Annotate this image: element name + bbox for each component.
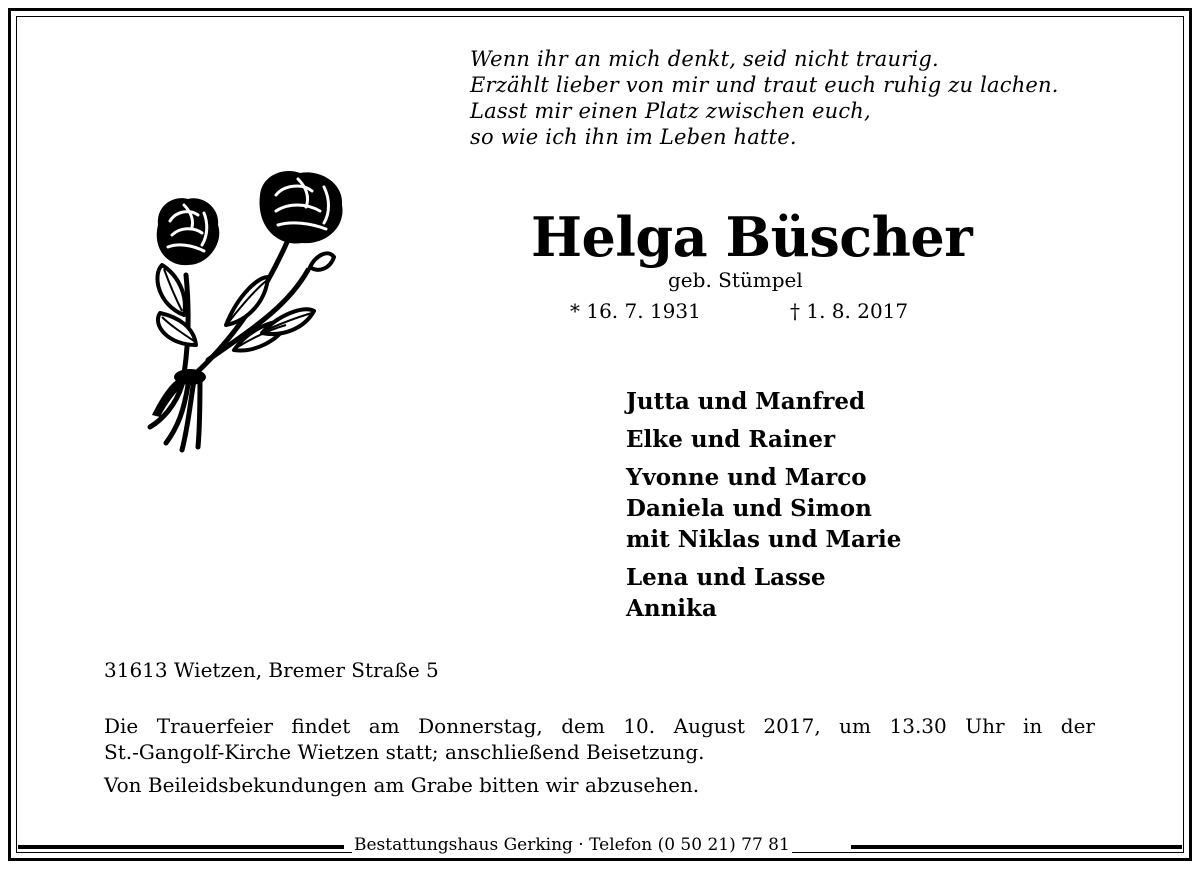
- address: 31613 Wietzen, Bremer Straße 5: [104, 658, 439, 682]
- mourner-name: Jutta und Manfred: [626, 388, 866, 415]
- mourner-name: mit Niklas und Marie: [626, 526, 902, 553]
- mourner-name: Elke und Rainer: [626, 426, 836, 453]
- mourner-group: [626, 424, 901, 455]
- mourner-group: [626, 562, 901, 624]
- funeral-service-notice: [104, 713, 1095, 765]
- mourner-name: Daniela und Simon: [626, 495, 872, 522]
- mourner-name: Yvonne und Marco: [626, 464, 867, 491]
- deceased-name: Helga Büscher: [531, 205, 973, 269]
- rose-bouquet-icon: [138, 165, 368, 455]
- mourner-name: Annika: [626, 595, 717, 622]
- service-line: St.-Gangolf-Kirche Wietzen statt; anschließend Beisetzung.: [104, 740, 705, 764]
- poem-line: Lasst mir einen Platz zwischen euch,: [470, 99, 871, 123]
- poem: [470, 46, 1059, 150]
- maiden-name: geb. Stümpel: [668, 268, 803, 292]
- poem-line: so wie ich ihn im Leben hatte.: [470, 125, 797, 149]
- death-date: † 1. 8. 2017: [790, 299, 909, 323]
- condolence-note: Von Beileidsbekundungen am Grabe bitten wir abzusehen.: [104, 773, 700, 797]
- mourner-group: [626, 462, 901, 555]
- service-line: Die Trauerfeier findet am Donnerstag, dem 10. August 2017, um 13.30 Uhr in der: [104, 714, 1095, 738]
- mourner-group: [626, 386, 901, 417]
- poem-line: Erzählt lieber von mir und traut euch ruhig zu lachen.: [470, 73, 1059, 97]
- poem-line: Wenn ihr an mich denkt, seid nicht traurig.: [470, 47, 939, 71]
- birth-date: * 16. 7. 1931: [570, 299, 701, 323]
- mourner-name: Lena und Lasse: [626, 564, 826, 591]
- funeral-home-footer: Bestattungshaus Gerking · Telefon (0 50 21) 77 81: [354, 835, 790, 855]
- mourners-list: [626, 386, 901, 631]
- footer-rule: [18, 845, 344, 849]
- footer-rule: [851, 845, 1182, 849]
